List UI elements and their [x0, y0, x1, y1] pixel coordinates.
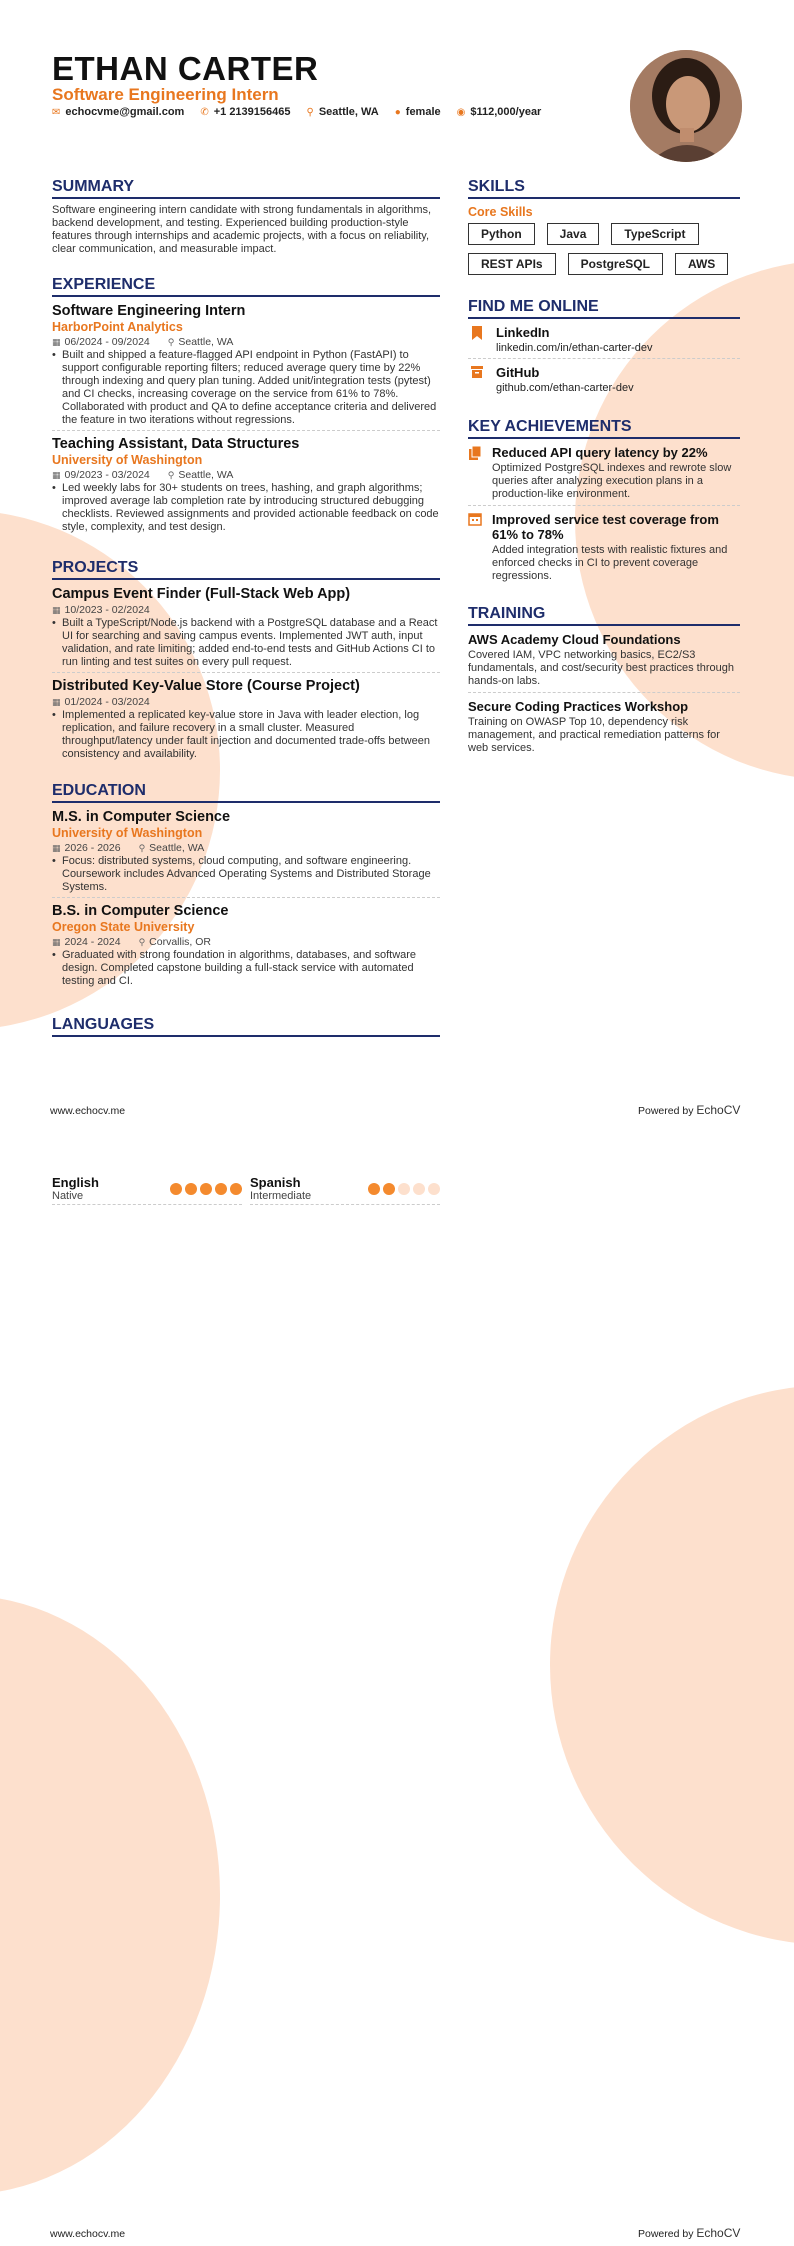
languages-section: [52, 1016, 440, 1037]
candidate-title: Software Engineering Intern: [52, 85, 279, 104]
experience-entry: [52, 303, 440, 431]
language-rating: [368, 1183, 440, 1195]
language-rating: [170, 1183, 242, 1195]
skills-section: [468, 178, 740, 275]
entry-org: University of Washington: [52, 826, 203, 840]
rating-dot-filled: [230, 1183, 242, 1195]
mail-icon: ✉: [52, 106, 61, 118]
contact-gender: ● female: [394, 106, 441, 118]
contact-salary: ◉ $112,000/year: [456, 106, 542, 118]
online-section: [468, 298, 740, 398]
copy-icon: [468, 445, 482, 501]
education-entry: [52, 903, 440, 988]
training-title: Secure Coding Practices Workshop: [468, 699, 689, 714]
divider: [52, 430, 440, 431]
achievements-section: [468, 418, 740, 587]
section-heading: SUMMARY: [52, 178, 440, 199]
training-item: [468, 632, 740, 693]
experience-entry: [52, 436, 440, 534]
training-text: Training on OWASP Top 10, dependency risk management, and practical remediation patterns for web services.: [468, 716, 720, 754]
entry-bullet: • Implemented a replicated key-value store in Java with leader election, log replication, and failure recovery in a small cluster. Measured throughput/latency under fault injection and documented trade-offs between consistency and availability.: [52, 709, 440, 761]
achievement-item: [468, 445, 740, 506]
training-text: Covered IAM, VPC networking basics, EC2/S3 fundamentals, and cost/security best practices through hands-on labs.: [468, 649, 734, 687]
candidate-name: ETHAN CARTER: [52, 50, 319, 87]
entry-bullet: • Led weekly labs for 30+ students on trees, hashing, and graph algorithms; improved average lab completion rate by introducing structured debugging checklists. Reviewed assignments and provided actionable feedback on code style, complexity, and test design.: [52, 482, 440, 534]
entry-org: Oregon State University: [52, 920, 195, 934]
section-heading: PROJECTS: [52, 559, 440, 580]
entry-bullet: • Built and shipped a feature-flagged API endpoint in Python (FastAPI) to support configurable reporting filters; reduced average query time by 22% through indexing and query plan tuning. Added unit/integration tests (pytest) and CI checks, increasing coverage on the service from 61% to 78%. Collaborated with product and QA to define acceptance criteria and delivered the feature in two iterations without regressions.: [52, 349, 440, 427]
training-title: AWS Academy Cloud Foundations: [468, 632, 681, 647]
entry-meta: ▦ 09/2023 - 03/2024 ⚲ Seattle, WA: [52, 469, 234, 481]
section-heading: TRAINING: [468, 605, 740, 626]
footer-brand[interactable]: EchoCV: [696, 1103, 741, 1117]
entry-meta: ▦ 2026 - 2026 ⚲ Seattle, WA: [52, 842, 205, 854]
location-pin-icon: ⚲: [138, 843, 146, 853]
bookmark-icon: [468, 325, 486, 354]
rating-dot-filled: [383, 1183, 395, 1195]
section-heading: LANGUAGES: [52, 1016, 440, 1037]
online-title: LinkedIn: [496, 325, 550, 340]
online-github[interactable]: [468, 365, 740, 398]
online-linkedin[interactable]: [468, 325, 740, 359]
calendar-icon: ▦: [52, 697, 61, 707]
contact-email[interactable]: ✉ echocvme@gmail.com: [52, 106, 185, 118]
entry-title: B.S. in Computer Science: [52, 903, 229, 919]
section-heading: FIND ME ONLINE: [468, 298, 740, 319]
footer-powered: Powered by EchoCV: [638, 2226, 741, 2240]
skills-subheading: Core Skills: [468, 205, 533, 219]
entry-title: Distributed Key-Value Store (Course Project): [52, 678, 360, 694]
project-entry: [52, 678, 440, 761]
decor-circle: [550, 1385, 794, 1945]
contact-bar: [52, 106, 541, 118]
entry-title: Software Engineering Intern: [52, 303, 246, 319]
summary-section: [52, 178, 440, 256]
rating-dot-filled: [368, 1183, 380, 1195]
entry-bullet: • Graduated with strong foundation in algorithms, databases, and software design. Completed capstone building a full-stack service with automated testing and CI.: [52, 949, 440, 988]
online-link[interactable]: linkedin.com/in/ethan-carter-dev: [496, 342, 653, 354]
location-pin-icon: ⚲: [138, 937, 146, 947]
language-item: [52, 1175, 242, 1205]
section-heading: EDUCATION: [52, 782, 440, 803]
entry-title: Teaching Assistant, Data Structures: [52, 436, 300, 452]
rating-dot-empty: [428, 1183, 440, 1195]
entry-title: Campus Event Finder (Full-Stack Web App): [52, 586, 351, 602]
rating-dot-empty: [413, 1183, 425, 1195]
projects-section: [52, 559, 440, 761]
footer-site[interactable]: www.echocv.me: [50, 2228, 126, 2240]
phone-icon: ✆: [200, 106, 209, 118]
location-pin-icon: ⚲: [167, 470, 175, 480]
languages-list: [52, 1175, 440, 1205]
achievement-text: Optimized PostgreSQL indexes and rewrote slow queries after analyzing execution plans in a production-like environment.: [492, 462, 732, 500]
footer-site[interactable]: www.echocv.me: [50, 1105, 126, 1117]
location-pin-icon: ⚲: [167, 337, 175, 347]
achievement-title: Reduced API query latency by 22%: [492, 445, 708, 460]
entry-org: HarborPoint Analytics: [52, 320, 183, 334]
contact-phone[interactable]: ✆ +1 2139156465: [200, 106, 291, 118]
calendar-icon: ▦: [52, 937, 61, 947]
entry-meta: ▦ 2024 - 2024 ⚲ Corvallis, OR: [52, 936, 212, 948]
training-section: [468, 605, 740, 759]
avatar: [630, 50, 742, 162]
rating-dot-empty: [398, 1183, 410, 1195]
section-heading: KEY ACHIEVEMENTS: [468, 418, 740, 439]
section-heading: SKILLS: [468, 178, 740, 199]
skill-chip: Java: [547, 223, 600, 245]
online-link[interactable]: github.com/ethan-carter-dev: [496, 382, 634, 394]
education-entry: [52, 809, 440, 898]
divider: [52, 897, 440, 898]
calendar-icon: ▦: [52, 605, 61, 615]
skill-chip: REST APIs: [468, 253, 556, 275]
achievement-title: Improved service test coverage from 61% to 78%: [492, 512, 719, 542]
calendar-icon: [468, 512, 482, 583]
location-pin-icon: ⚲: [306, 106, 314, 118]
calendar-icon: ▦: [52, 337, 61, 347]
entry-meta: ▦ 10/2023 - 02/2024: [52, 604, 150, 616]
coin-icon: ◉: [456, 106, 466, 118]
online-title: GitHub: [496, 365, 540, 380]
education-section: [52, 782, 440, 988]
contact-location: ⚲ Seattle, WA: [306, 106, 379, 118]
footer-brand[interactable]: EchoCV: [696, 2226, 741, 2240]
calendar-icon: ▦: [52, 843, 61, 853]
language-level: Intermediate: [250, 1190, 312, 1202]
rating-dot-filled: [215, 1183, 227, 1195]
skill-chips: [468, 223, 740, 275]
archive-icon: [468, 365, 486, 394]
language-item: [250, 1175, 440, 1205]
language-level: Native: [52, 1190, 84, 1202]
divider: [52, 672, 440, 673]
entry-bullet: • Focus: distributed systems, cloud computing, and software engineering. Coursework includes Advanced Operating Systems and Distributed Storage Systems.: [52, 855, 440, 894]
achievement-text: Added integration tests with realistic fixtures and enforced checks in CI to prevent coverage regressions.: [492, 544, 728, 582]
entry-meta: ▦ 06/2024 - 09/2024 ⚲ Seattle, WA: [52, 336, 234, 348]
skill-chip: TypeScript: [611, 223, 698, 245]
summary-text: Software engineering intern candidate with strong fundamentals in algorithms, backend development, and testing. Experienced building production-style features through internships and academic projects, with a focus on reliability, clear communication, and measurable impact.: [52, 204, 432, 255]
decor-circle: [0, 1595, 220, 2195]
skill-chip: AWS: [675, 253, 728, 275]
person-icon: ●: [394, 106, 401, 118]
rating-dot-filled: [185, 1183, 197, 1195]
rating-dot-filled: [170, 1183, 182, 1195]
entry-meta: ▦ 01/2024 - 03/2024: [52, 696, 150, 708]
entry-title: M.S. in Computer Science: [52, 809, 231, 825]
experience-section: [52, 276, 440, 534]
achievement-item: [468, 512, 740, 587]
footer-powered: Powered by EchoCV: [638, 1103, 741, 1117]
skill-chip: Python: [468, 223, 535, 245]
rating-dot-filled: [200, 1183, 212, 1195]
entry-bullet: • Built a TypeScript/Node.js backend with a PostgreSQL database and a React UI for searching and saving campus events. Implemented JWT auth, input validation, and rate limiting; added end-to-end tests and GitHub Actions CI to run linting and test suites on every pull request.: [52, 617, 440, 669]
calendar-icon: ▦: [52, 470, 61, 480]
project-entry: [52, 586, 440, 673]
avatar-portrait-icon: [630, 50, 742, 162]
language-name: English: [52, 1175, 99, 1190]
training-item: [468, 699, 740, 759]
language-name: Spanish: [250, 1175, 301, 1190]
entry-org: University of Washington: [52, 453, 203, 467]
skill-chip: PostgreSQL: [568, 253, 663, 275]
section-heading: EXPERIENCE: [52, 276, 440, 297]
